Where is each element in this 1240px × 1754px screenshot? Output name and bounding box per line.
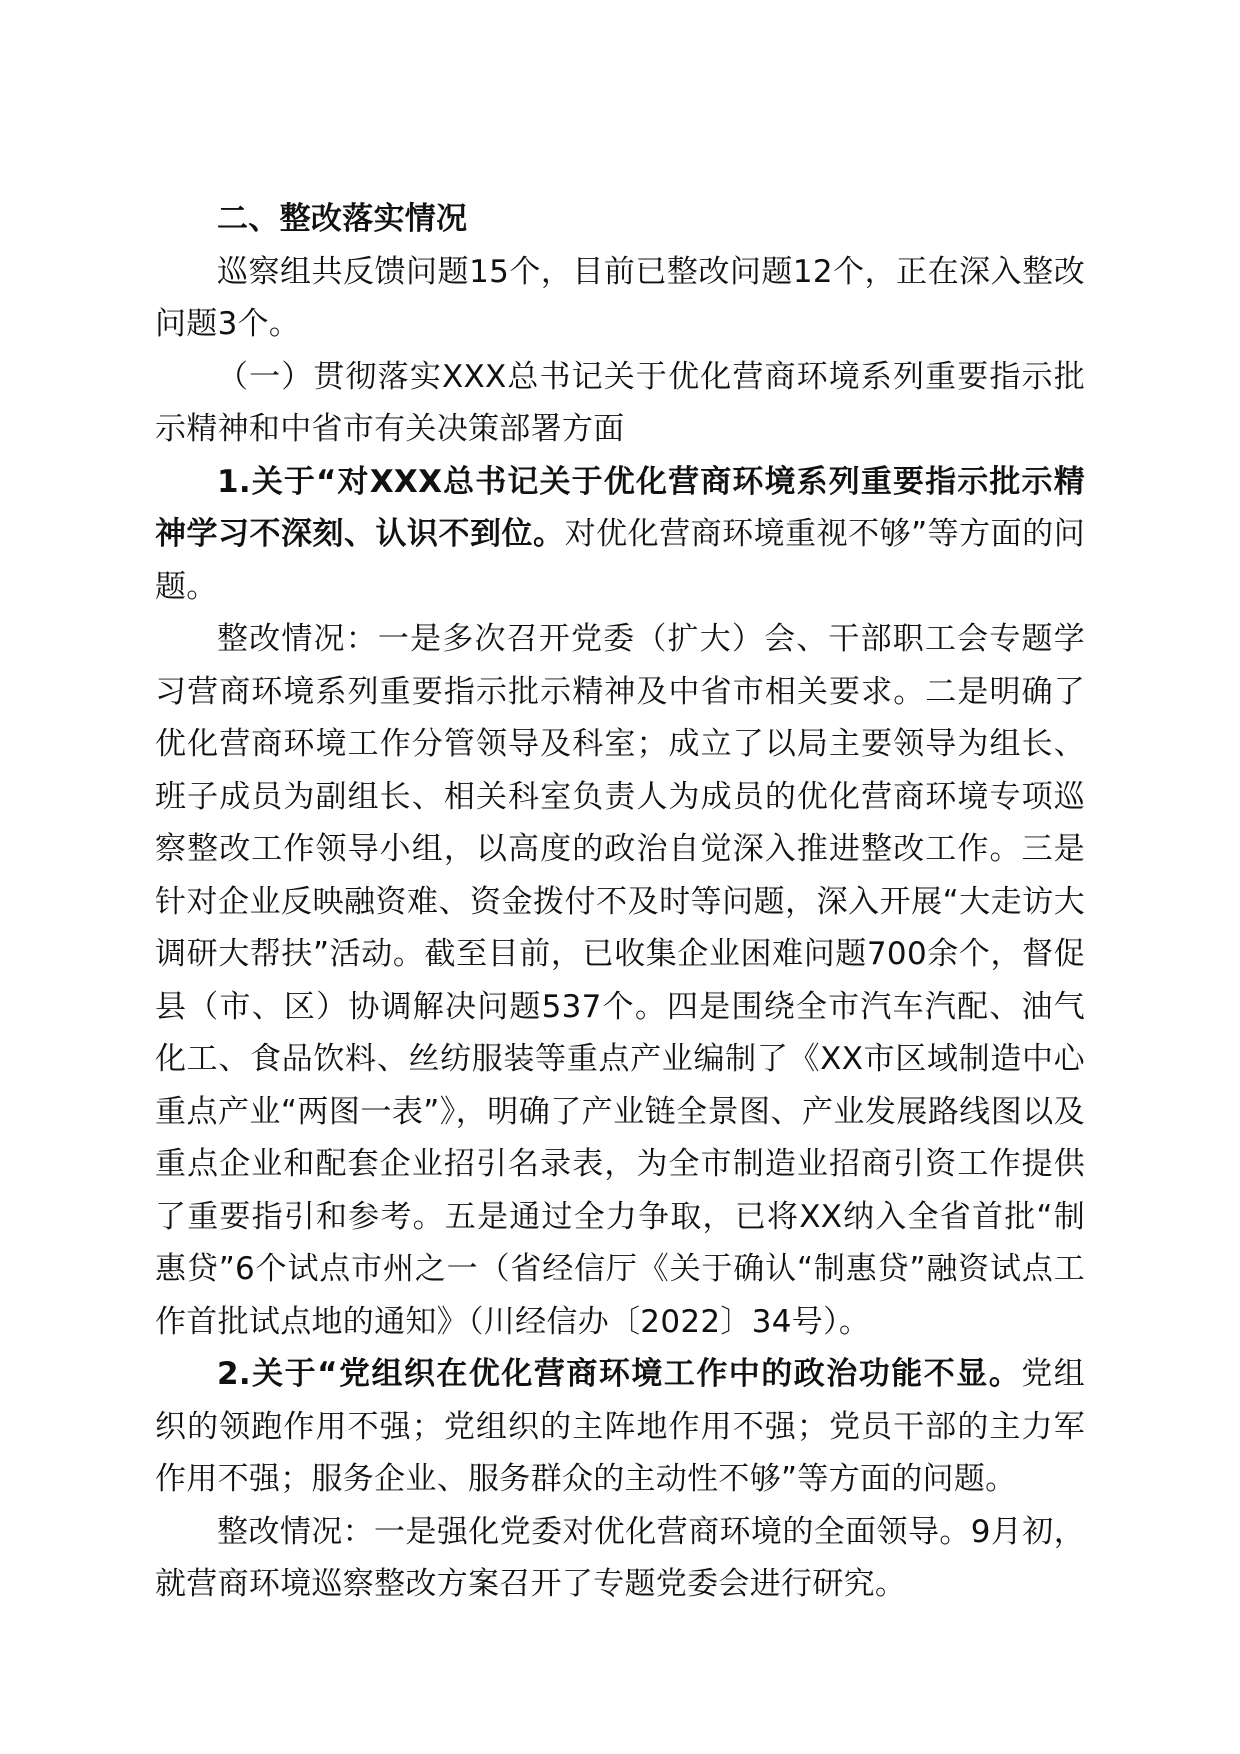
item-1-title-rest: 对优化营商环境重视不够”等方面的问题。	[155, 516, 1085, 605]
summary-paragraph: 巡察组共反馈问题15个，目前已整改问题12个，正在深入整改问题3个。	[155, 253, 1085, 342]
item-2-rectification: 整改情况：一是强化党委对优化营商环境的全面领导。9月初，就营商环境巡察整改方案召开了专题党委会进行研究。	[155, 1513, 1085, 1602]
item-2-title-rest: 党组织的领跑作用不强；党组织的主阵地作用不强；党员干部的主力军作用不强；服务企业、服务群众的主动性不够”等方面的问题。	[155, 1356, 1085, 1497]
item-1-heading	[155, 456, 1085, 614]
section-title: 二、整改落实情况	[217, 201, 468, 237]
subsection-title: （一）贯彻落实XXX总书记关于优化营商环境系列重要指示批示精神和中省市有关决策部署方面	[155, 358, 1085, 447]
item-1-rectification: 整改情况：一是多次召开党委（扩大）会、干部职工会专题学习营商环境系列重要指示批示精神及中省市相关要求。二是明确了优化营商环境工作分管领导及科室；成立了以局主要领导为组长、班子成员为副组长、相关科室负责人为成员的优化营商环境专项巡察整改工作领导小组，以高度的政治自觉深入推进整改工作。三是针对企业反映融资难、资金拨付不及时等问题，深入开展“大走访大调研大帮扶”活动。截至目前，已收集企业困难问题700余个，督促县（市、区）协调解决问题537个。四是围绕全市汽车汽配、油气化工、食品饮料、丝纺服装等重点产业编制了《XX市区域制造中心重点产业“两图一表”》，明确了产业链全景图、产业发展路线图以及重点企业和配套企业招引名录表，为全市制造业招商引资工作提供了重要指引和参考。五是通过全力争取，已将XX纳入全省首批“制惠贷”6个试点市州之一（省经信厅《关于确认“制惠贷”融资试点工作首批试点地的通知》（川经信办〔2022〕34号）。	[155, 621, 1085, 1340]
item-2-title-bold: 2.关于“党组织在优化营商环境工作中的政治功能不显。	[217, 1356, 1022, 1392]
item-1-title-bold: 1.关于“对XXX总书记关于优化营商环境系列重要指示批示精神学习不深刻、认识不到位。	[155, 463, 1085, 552]
document-page	[155, 193, 1085, 1611]
item-2-heading	[155, 1348, 1085, 1506]
